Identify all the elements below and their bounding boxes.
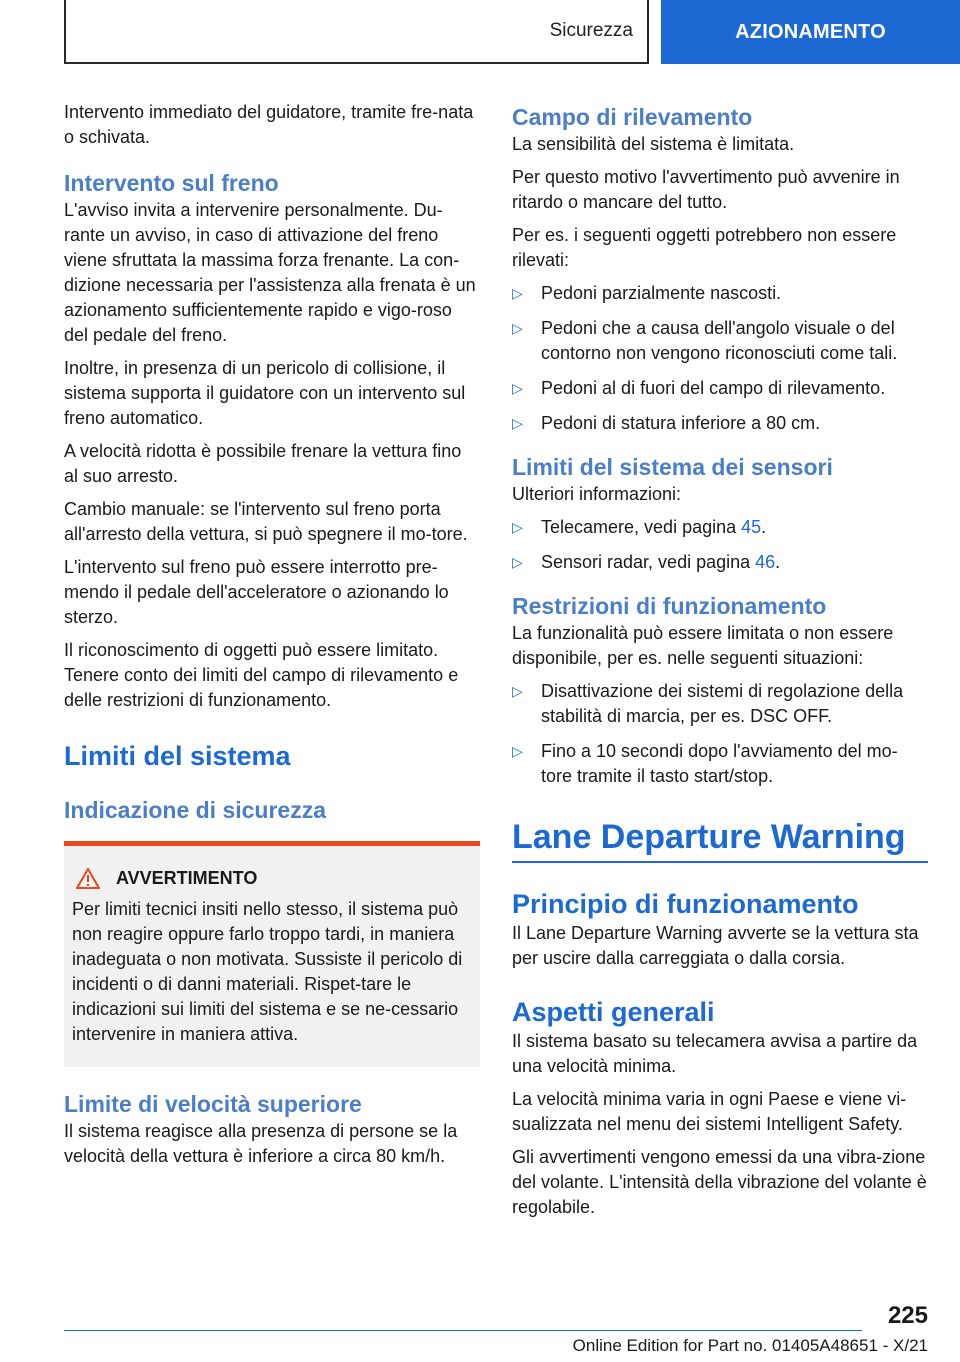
intro-text: Intervento immediato del guidatore, tramite fre-nata o schivata.	[64, 102, 474, 147]
heading-system-limits: Limiti del sistema	[64, 741, 291, 771]
list-item: ▷ Telecamere, vedi pagina 45.	[512, 515, 928, 540]
heading-sensor-limits: Limiti del sistema dei sensori	[512, 454, 833, 480]
principle-text: Il Lane Departure Warning avverte se la vettura sta per uscire dalla carreggiata o dalla corsia.	[512, 923, 919, 968]
brake-text-4: Cambio manuale: se l'intervento sul freno porta all'arresto della vettura, si può spegnere il mo-tore.	[64, 499, 468, 544]
field-list	[512, 281, 928, 436]
list-item: ▷ Sensori radar, vedi pagina 46.	[512, 550, 928, 575]
list-item: ▷ Pedoni di statura inferiore a 80 cm.	[512, 411, 928, 436]
warning-text: Per limiti tecnici insiti nello stesso, il sistema può non reagire oppure farlo troppo tardi, in maniera inadeguata o non motivata. Sussiste il pericolo di incidenti o di danni materiali. Rispet-tare le indicazioni sui limiti del sistema e se ne-cessario intervenire in maniera attiva.	[72, 899, 463, 1044]
sensors-text: Ulteriori informazioni:	[512, 484, 682, 504]
triangle-right-icon: ▷	[512, 743, 523, 759]
speed-text: Il sistema reagisce alla presenza di persone se la velocità della vettura è inferiore a circa 80 km/h.	[64, 1121, 458, 1166]
heading-function-restrictions: Restrizioni di funzionamento	[512, 593, 827, 619]
header-chapter-label: AZIONAMENTO	[735, 20, 886, 43]
field-text-1: La sensibilità del sistema è limitata.	[512, 134, 795, 154]
brake-text-2: Inoltre, in presenza di un pericolo di collisione, il sistema supporta il guidatore con un intervento sul freno automatico.	[64, 358, 466, 428]
triangle-right-icon: ▷	[512, 683, 523, 699]
heading-lane-departure-warning: Lane Departure Warning	[512, 817, 928, 863]
heading-operating-principle: Principio di funzionamento	[512, 889, 859, 919]
page-number: 225	[887, 1302, 928, 1329]
header-section	[64, 0, 649, 64]
header-section-label: Sicurezza	[549, 20, 633, 41]
brake-text-6: Il riconoscimento di oggetti può essere limitato. Tenere conto dei limiti del campo di rilevamento e delle restrizioni di funzionamento.	[64, 640, 459, 710]
list-item: ▷ Pedoni al di fuori del campo di rilevamento.	[512, 376, 928, 401]
page-link-cameras[interactable]: 45	[741, 517, 762, 537]
header-chapter	[661, 0, 960, 64]
sensor-list	[512, 515, 928, 575]
heading-general-aspects: Aspetti generali	[512, 997, 715, 1027]
heading-brake-intervention: Intervento sul freno	[64, 170, 279, 196]
list-item: ▷ Fino a 10 secondi dopo l'avviamento del mo-tore tramite il tasto start/stop.	[512, 741, 898, 786]
field-text-2: Per questo motivo l'avvertimento può avvenire in ritardo o mancare del tutto.	[512, 167, 900, 212]
general-text-1: Il sistema basato su telecamera avvisa a partire da una velocità minima.	[512, 1031, 918, 1076]
warning-header	[72, 868, 472, 889]
field-text-3: Per es. i seguenti oggetti potrebbero non essere rilevati:	[512, 225, 897, 270]
general-text-3: Gli avvertimenti vengono emessi da una vibra-zione del volante. L'intensità della vibrazione del volante è regolabile.	[512, 1147, 927, 1217]
footer-edition: Online Edition for Part no. 01405A48651 - X/21	[572, 1336, 928, 1355]
footer-divider	[64, 1330, 862, 1331]
triangle-right-icon: ▷	[512, 285, 523, 301]
triangle-right-icon: ▷	[512, 380, 523, 396]
warning-title: AVVERTIMENTO	[116, 868, 258, 888]
heading-speed-limit: Limite di velocità superiore	[64, 1091, 362, 1117]
triangle-right-icon: ▷	[512, 320, 523, 336]
brake-text-1: L'avviso invita a intervenire personalmente. Du-rante un avviso, in caso di attivazione del freno viene sfruttata la massima forza frenante. La con-dizione necessaria per l'assistenza alla frenata è un azionamento sufficientemente rapido e vigo-roso del pedale del freno.	[64, 200, 476, 345]
list-item: ▷ Pedoni parzialmente nascosti.	[512, 281, 928, 306]
general-text-2: La velocità minima varia in ogni Paese e viene vi-sualizzata nel menu dei sistemi Intelligent Safety.	[512, 1089, 907, 1134]
heading-detection-field: Campo di rilevamento	[512, 104, 753, 130]
brake-text-5: L'intervento sul freno può essere interrotto pre-mendo il pedale dell'acceleratore o azionando lo sterzo.	[64, 557, 449, 627]
brake-text-3: A velocità ridotta è possibile frenare la vettura fino al suo arresto.	[64, 441, 462, 486]
triangle-right-icon: ▷	[512, 554, 523, 570]
page-link-radar[interactable]: 46	[755, 552, 776, 572]
warning-box	[64, 846, 480, 1067]
restrictions-text: La funzionalità può essere limitata o non essere disponibile, per es. nelle seguenti situazioni:	[512, 623, 894, 668]
heading-safety-note: Indicazione di sicurezza	[64, 797, 327, 823]
triangle-right-icon: ▷	[512, 415, 523, 431]
warning-triangle-icon	[76, 868, 100, 889]
restrictions-list	[512, 679, 928, 789]
left-column	[64, 100, 480, 1177]
list-item: ▷ Disattivazione dei sistemi di regolazione della stabilità di marcia, per es. DSC OFF.	[512, 681, 904, 726]
list-item: ▷ Pedoni che a causa dell'angolo visuale o del contorno non vengono riconosciuti come tali.	[512, 318, 898, 363]
triangle-right-icon: ▷	[512, 519, 523, 535]
right-column	[512, 100, 928, 1228]
